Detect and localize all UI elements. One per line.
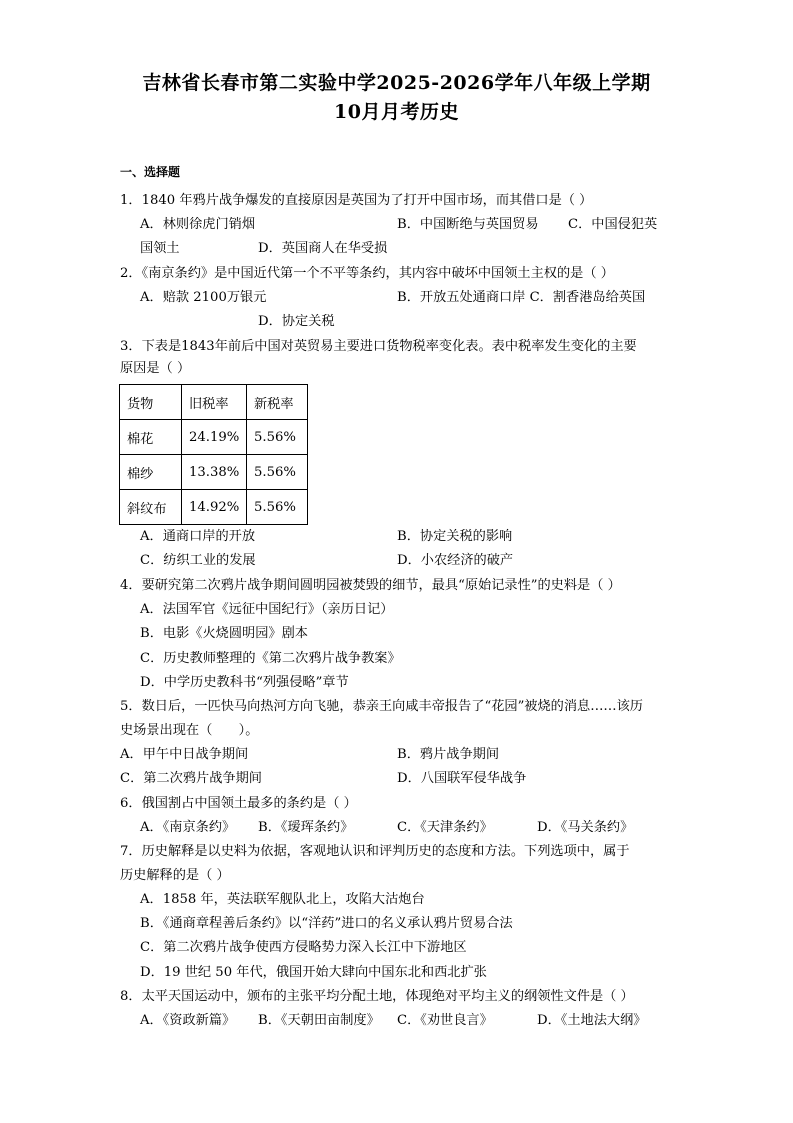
table-row (120, 420, 308, 455)
q2-option-d: D．协定关税 (258, 314, 335, 329)
q1-stem: 1．1840 年鸦片战争爆发的直接原因是英国为了打开中国市场，而其借口是（ ） (120, 193, 593, 208)
table-cell: 5.56% (247, 420, 308, 455)
table-header-cell: 新税率 (247, 385, 308, 420)
q3-option-b: B．协定关税的影响 (397, 529, 513, 544)
q3-option-c: C．纺织工业的发展 (140, 553, 256, 568)
q6-stem: 6．俄国割占中国领土最多的条约是（ ） (120, 796, 357, 811)
q8-option-a: A．《资政新篇》 (140, 1013, 236, 1028)
q6-option-b: B．《瑷珲条约》 (258, 820, 354, 835)
q1-option-c: C．中国侵犯英 (568, 217, 658, 232)
table-cell: 24.19% (182, 420, 247, 455)
q5-option-b: B．鸦片战争期间 (397, 747, 500, 762)
table-cell: 棉花 (120, 420, 182, 455)
tax-rate-table (119, 384, 308, 525)
q4-stem: 4．要研究第二次鸦片战争期间圆明园被焚毁的细节，最具“原始记录性”的史料是（ ） (120, 578, 621, 593)
q6-option-a: A．《南京条约》 (140, 820, 236, 835)
table-row (120, 490, 308, 525)
q1-option-b: B．中国断绝与英国贸易 (397, 217, 539, 232)
q6-option-d: D．《马关条约》 (537, 820, 634, 835)
q1-option-c-continued: 国领土 (140, 241, 180, 256)
document-title-line2: 10月月考历史 (334, 101, 459, 123)
q4-option-b: B．电影《火烧圆明园》剧本 (140, 626, 308, 641)
q8-option-b: B．《天朝田亩制度》 (258, 1013, 380, 1028)
q4-option-c: C．历史教师整理的《第二次鸦片战争教案》 (140, 651, 401, 666)
table-header-cell: 货物 (120, 385, 182, 420)
q3-stem-line2: 原因是（ ） (120, 361, 191, 376)
q2-stem: 2．《南京条约》是中国近代第一个不平等条约，其内容中破坏中国领土主权的是（ ） (120, 266, 614, 281)
q3-option-a: A．通商口岸的开放 (140, 529, 256, 544)
table-cell: 5.56% (247, 455, 308, 490)
q2-option-bc: B．开放五处通商口岸 C．割香港岛给英国 (397, 290, 646, 305)
q7-option-d: D．19 世纪 50 年代，俄国开始大肆向中国东北和西北扩张 (140, 965, 487, 980)
section-heading: 一、选择题 (120, 165, 181, 179)
q5-option-d: D．八国联军侵华战争 (397, 771, 527, 786)
q7-option-b: B．《通商章程善后条约》以“洋药”进口的名义承认鸦片贸易合法 (140, 916, 513, 931)
q4-option-d: D．中学历史教科书“列强侵略”章节 (140, 675, 349, 690)
table-cell: 斜纹布 (120, 490, 182, 525)
table-header-cell: 旧税率 (182, 385, 247, 420)
q7-stem-line1: 7．历史解释是以史料为依据，客观地认识和评判历史的态度和方法。下列选项中，属于 (120, 844, 630, 859)
q5-option-c: C．第二次鸦片战争期间 (120, 771, 262, 786)
table-cell: 13.38% (182, 455, 247, 490)
q4-option-a: A．法国军官《远征中国纪行》（亲历日记） (140, 602, 394, 617)
q8-stem: 8．太平天国运动中，颁布的主张平均分配土地，体现绝对平均主义的纲领性文件是（ ） (120, 989, 634, 1004)
q7-option-c: C．第二次鸦片战争使西方侵略势力深入长江中下游地区 (140, 940, 467, 955)
q1-option-a: A．林则徐虎门销烟 (140, 217, 256, 232)
q5-stem-line1: 5．数日后，一匹快马向热河方向飞驰，恭亲王向咸丰帝报告了“花园”被烧的消息……该历 (120, 699, 643, 714)
table-cell: 14.92% (182, 490, 247, 525)
table-row (120, 455, 308, 490)
q1-option-d: D．英国商人在华受损 (258, 241, 388, 256)
q8-option-c: C．《劝世良言》 (397, 1013, 493, 1028)
q3-stem-line1: 3．下表是1843年前后中国对英贸易主要进口货物税率变化表。表中税率发生变化的主要 (120, 339, 637, 354)
q5-stem-line2: 史场景出现在（ ）。 (120, 723, 259, 738)
q7-stem-line2: 历史解释的是（ ） (120, 868, 230, 883)
q3-option-d: D．小农经济的破产 (397, 553, 514, 568)
table-header-row (120, 385, 308, 420)
table-cell: 5.56% (247, 490, 308, 525)
table-cell: 棉纱 (120, 455, 182, 490)
q5-option-a: A．甲午中日战争期间 (120, 747, 249, 762)
q7-option-a: A．1858 年，英法联军舰队北上，攻陷大沽炮台 (140, 892, 425, 907)
document-title-line1: 吉林省长春市第二实验中学2025-2026学年八年级上学期 (142, 72, 651, 94)
q8-option-d: D．《土地法大纲》 (537, 1013, 647, 1028)
q6-option-c: C．《天津条约》 (397, 820, 493, 835)
q2-option-a: A．赔款 2100万银元 (140, 290, 267, 305)
